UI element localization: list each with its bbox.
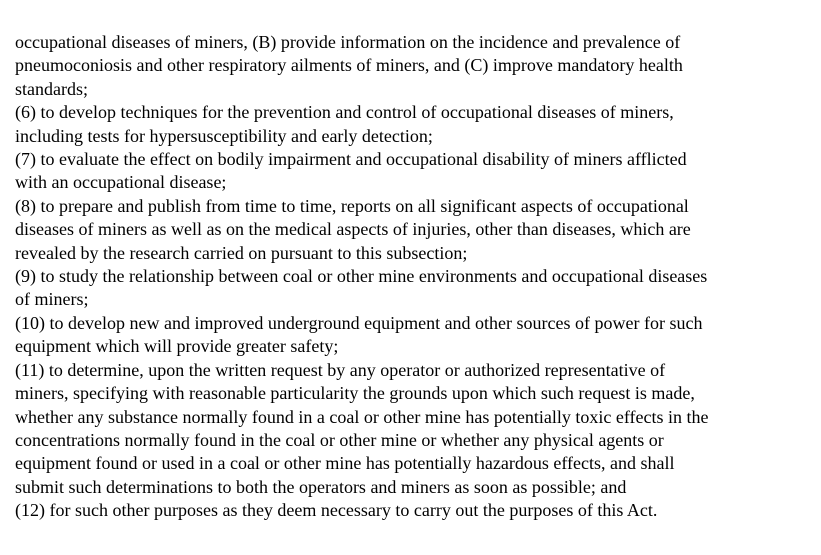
text-line: standards;: [15, 78, 88, 99]
item-11-line: equipment found or used in a coal or other mine has potentially hazardous effects, and shall: [15, 453, 675, 474]
item-6-line: (6) to develop techniques for the prevention and control of occupational diseases of miners,: [15, 102, 674, 123]
item-9-line: of miners;: [15, 289, 89, 310]
item-8-line: diseases of miners as well as on the medical aspects of injuries, other than diseases, which are: [15, 219, 691, 240]
item-7-line: with an occupational disease;: [15, 172, 227, 193]
item-10-line: (10) to develop new and improved underground equipment and other sources of power for such: [15, 312, 703, 333]
item-8-line: (8) to prepare and publish from time to time, reports on all significant aspects of occupational: [15, 195, 689, 216]
item-8-line: revealed by the research carried on pursuant to this subsection;: [15, 242, 468, 263]
item-11-line: whether any substance normally found in a coal or other mine has potentially toxic effects in the: [15, 406, 709, 427]
item-6-line: including tests for hypersusceptibility and early detection;: [15, 125, 433, 146]
item-7-line: (7) to evaluate the effect on bodily impairment and occupational disability of miners afflicted: [15, 149, 687, 170]
document-page: [15, 31, 818, 523]
item-11-line: concentrations normally found in the coal or other mine or whether any physical agents or: [15, 429, 664, 450]
item-11-line: miners, specifying with reasonable particularity the grounds upon which such request is made,: [15, 383, 695, 404]
text-line: occupational diseases of miners, (B) provide information on the incidence and prevalence of: [15, 32, 681, 52]
item-11-line: (11) to determine, upon the written request by any operator or authorized representative of: [15, 359, 666, 380]
text-line: pneumoconiosis and other respiratory ailments of miners, and (C) improve mandatory health: [15, 55, 683, 76]
item-12-line: (12) for such other purposes as they deem necessary to carry out the purposes of this Act.: [15, 500, 658, 521]
item-9-line: (9) to study the relationship between coal or other mine environments and occupational diseases: [15, 266, 708, 287]
item-11-line: submit such determinations to both the operators and miners as soon as possible; and: [15, 476, 627, 497]
item-10-line: equipment which will provide greater safety;: [15, 336, 339, 357]
